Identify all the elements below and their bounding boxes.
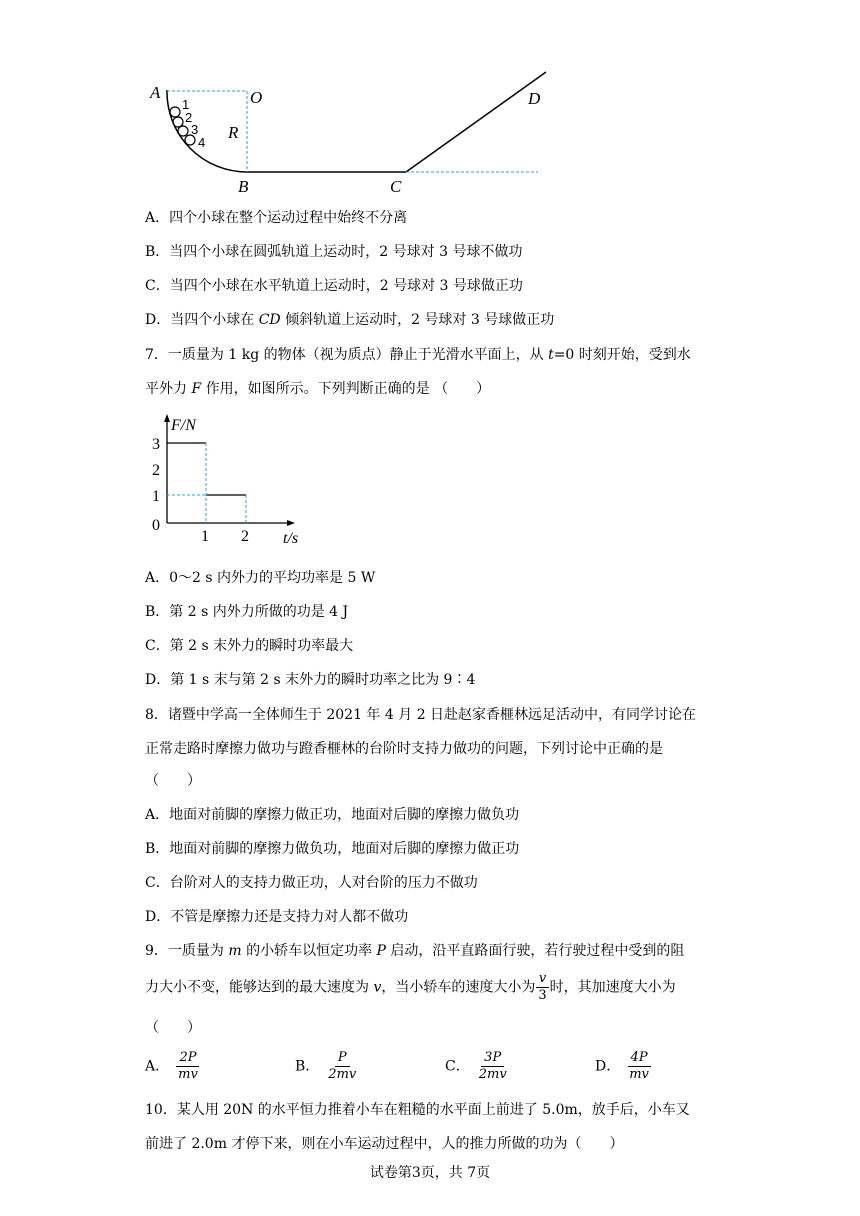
- label-C: C: [390, 177, 402, 196]
- q9-stem-line3: （ ）: [145, 1020, 201, 1036]
- q6-option-c: C．当四个小球在水平轨道上运动时，2 号球对 3 号球做正功: [145, 278, 523, 294]
- q8-option-a: A．地面对前脚的摩擦力做正功，地面对后脚的摩擦力做负功: [145, 807, 520, 823]
- q8-stem-line2: 正常走路时摩擦力做功与蹬香榧林的台阶时支持力做功的问题，下列讨论中正确的是: [145, 741, 663, 757]
- q7-option-b: B．第 2 s 内外力所做的功是 4 J: [145, 604, 349, 620]
- q9-option-b: B． $\frac{P}{2mv}$: [295, 1050, 357, 1082]
- y-axis-arrow: [164, 414, 170, 422]
- q8-stem-line3: （ ）: [145, 773, 201, 789]
- x-tick-1: 1: [201, 528, 209, 545]
- track-diagram: [140, 60, 560, 200]
- y-tick-3: 3: [152, 436, 160, 453]
- page-footer: 试卷第3页，共 7页: [369, 1165, 491, 1181]
- q6-option-d: D．当四个小球在 CD 倾斜轨道上运动时，2 号球对 3 号球做正功: [145, 312, 555, 328]
- ball-label-3: 3: [191, 122, 199, 137]
- q9-option-a: A． $\frac{2P}{mv}$: [145, 1050, 198, 1082]
- label-R: R: [228, 123, 239, 142]
- q10-stem-line1: 10．某人用 20N 的水平恒力推着小车在粗糙的水平面上前进了 5.0m，放手后，小车又: [145, 1102, 690, 1118]
- incline-track: [406, 72, 546, 172]
- q7-option-a: A．0～2 s 内外力的平均功率是 5 W: [145, 570, 376, 586]
- ball-label-2: 2: [185, 110, 193, 125]
- label-A: A: [150, 83, 161, 102]
- ball-label-4: 4: [198, 135, 206, 150]
- fraction-v-over-3: $\frac{v}{3}$: [535, 971, 549, 1004]
- q8-option-d: D．不管是摩擦力还是支持力对人都不做功: [145, 909, 409, 925]
- origin-label: 0: [152, 517, 160, 534]
- force-time-graph: [145, 410, 315, 550]
- x-axis-label: t/s: [283, 530, 299, 547]
- q7-stem-line1: 7．一质量为 1 kg 的物体（视为质点）静止于光滑水平面上，从 t=0 时刻开始，受到水: [145, 347, 691, 363]
- ball-1: [170, 107, 180, 117]
- q10-stem-line2: 前进了 2.0m 才停下来，则在小车运动过程中，人的推力所做的功为（ ）: [145, 1136, 624, 1152]
- y-tick-1: 1: [152, 488, 160, 505]
- y-tick-2: 2: [152, 462, 160, 479]
- q8-option-c: C．台阶对人的支持力做正功，人对台阶的压力不做功: [145, 875, 478, 891]
- q8-stem-line1: 8．诸暨中学高一全体师生于 2021 年 4 月 2 日赴赵家香榧林远足活动中，有同学讨论在: [145, 707, 697, 723]
- q7-stem-line2: 平外力 F 作用，如图所示。下列判断正确的是 （ ）: [145, 381, 491, 397]
- ball-3: [178, 126, 188, 136]
- q9-option-c: C． $\frac{3P}{2mv}$: [445, 1050, 507, 1082]
- q7-option-d: D．第 1 s 末与第 2 s 末外力的瞬时功率之比为 9∶4: [145, 672, 476, 688]
- label-B: B: [238, 177, 249, 196]
- q9-option-d: D． $\frac{4P}{mv}$: [595, 1050, 649, 1082]
- q6-option-b: B．当四个小球在圆弧轨道上运动时，2 号球对 3 号球不做功: [145, 244, 523, 260]
- x-axis-arrow: [287, 520, 295, 526]
- q6-option-a: A．四个小球在整个运动过程中始终不分离: [145, 210, 408, 226]
- label-D: D: [528, 89, 541, 108]
- label-O: O: [250, 88, 263, 107]
- y-axis-label: F/N: [171, 417, 196, 434]
- ball-label-1: 1: [182, 97, 190, 112]
- q8-option-b: B．地面对前脚的摩擦力做负功，地面对后脚的摩擦力做正功: [145, 841, 520, 857]
- ball-2: [173, 117, 183, 127]
- q9-stem-line2: 力大小不变，能够达到的最大速度为 v，当小轿车的速度大小为 $\frac{v}{3}$ 时，其加速度大小为: [145, 971, 676, 1003]
- q7-option-c: C．第 2 s 末外力的瞬时功率最大: [145, 638, 354, 654]
- q9-stem-line1: 9．一质量为 m 的小轿车以恒定功率 P 启动，沿平直路面行驶，若行驶过程中受到的阻: [145, 943, 685, 959]
- x-tick-2: 2: [241, 528, 249, 545]
